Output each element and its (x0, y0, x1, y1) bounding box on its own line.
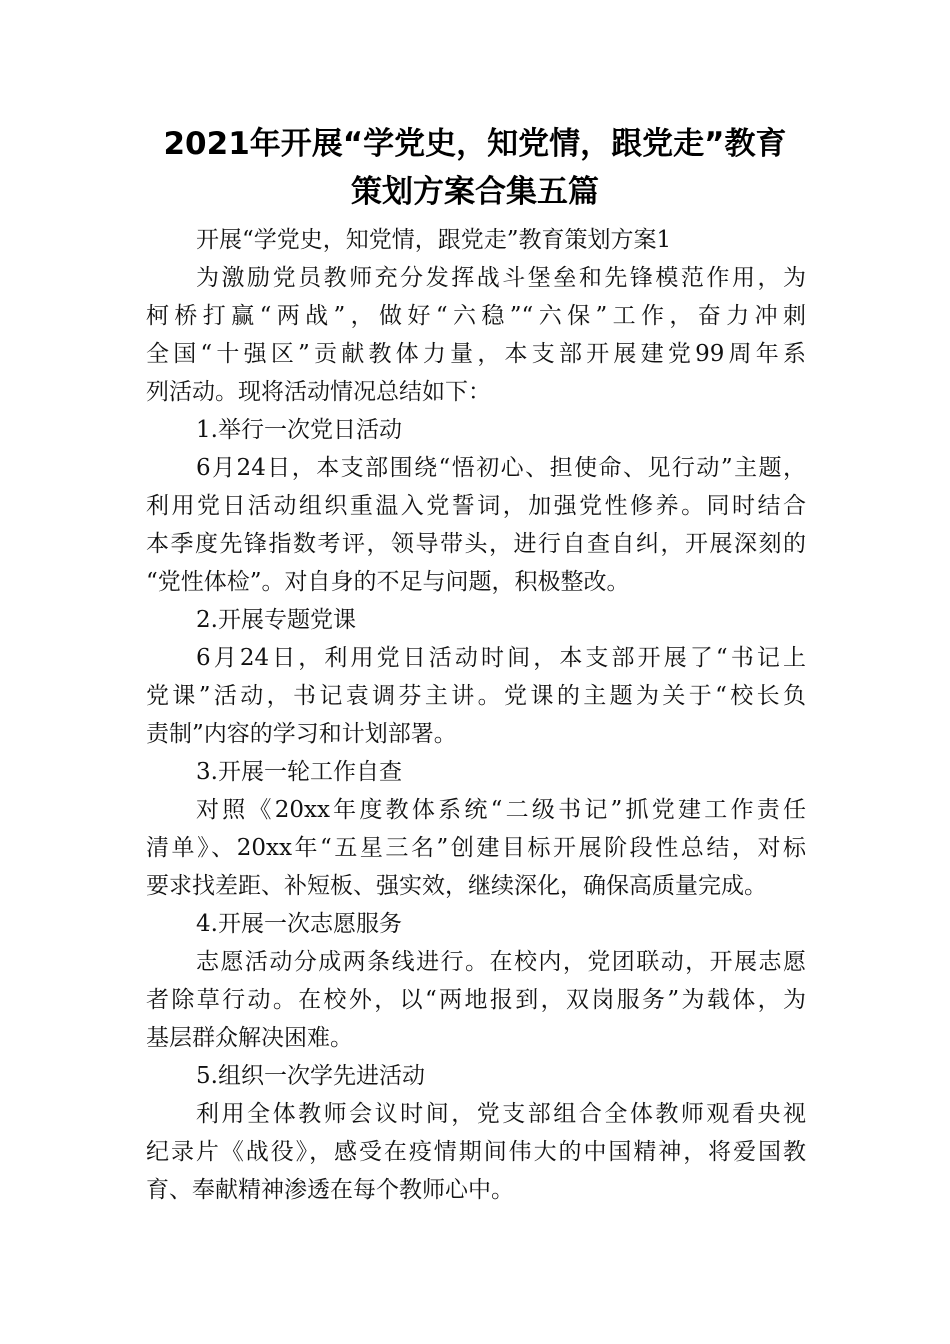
paragraph-line: 基层群众解决困难。 (146, 1025, 353, 1051)
document-title-line-1: 2021年开展“学党史，知党情，跟党走”教育 (163, 126, 787, 162)
paragraph-line: 全国“十强区”贡献教体力量，本支部开展建党99周年系 (146, 341, 806, 367)
section-heading: 3.开展一轮工作自查 (196, 759, 402, 785)
paragraph-line: 利用全体教师会议时间，党支部组合全体教师观看央视 (196, 1101, 806, 1127)
paragraph-line: 纪录片《战役》，感受在疫情期间伟大的中国精神，将爱国教 (146, 1139, 806, 1165)
paragraph-line: 柯桥打赢“两战”，做好“六稳”“六保”工作，奋力冲刺 (146, 303, 806, 329)
section-heading: 1.举行一次党日活动 (196, 417, 402, 443)
paragraph-line: 要求找差距、补短板、强实效，继续深化，确保高质量完成。 (146, 873, 767, 899)
document-title-line-2: 策划方案合集五篇 (351, 174, 599, 210)
paragraph-line: 者除草行动。在校外，以“两地报到，双岗服务”为载体，为 (146, 987, 806, 1013)
paragraph-line: 育、奉献精神渗透在每个教师心中。 (146, 1177, 514, 1203)
section-heading: 4.开展一次志愿服务 (196, 911, 402, 937)
paragraph-line: “党性体检”。对自身的不足与问题，积极整改。 (146, 569, 630, 595)
paragraph-line: 为激励党员教师充分发挥战斗堡垒和先锋模范作用，为 (196, 265, 806, 291)
paragraph-line: 责制”内容的学习和计划部署。 (146, 721, 457, 747)
paragraph-line: 清单》、20xx年“五星三名”创建目标开展阶段性总结，对标 (146, 835, 806, 861)
paragraph-line: 对照《20xx年度教体系统“二级书记”抓党建工作责任 (196, 797, 806, 823)
paragraph-line: 党课”活动，书记袁调芬主讲。党课的主题为关于“校长负 (146, 683, 806, 709)
section-heading: 5.组织一次学先进活动 (196, 1063, 425, 1089)
paragraph-line: 利用党日活动组织重温入党誓词，加强党性修养。同时结合 (146, 493, 806, 519)
paragraph-line: 6月24日，本支部围绕“悟初心、担使命、见行动”主题， (196, 455, 806, 481)
paragraph-line: 本季度先锋指数考评，领导带头，进行自查自纠，开展深刻的 (146, 531, 806, 557)
paragraph-line: 6月24日，利用党日活动时间，本支部开展了“书记上 (196, 645, 806, 671)
subtitle: 开展“学党史，知党情，跟党走”教育策划方案1 (196, 227, 672, 253)
section-heading: 2.开展专题党课 (196, 607, 356, 633)
paragraph-line: 志愿活动分成两条线进行。在校内，党团联动，开展志愿 (196, 949, 806, 975)
paragraph-line: 列活动。现将活动情况总结如下： (146, 379, 491, 405)
